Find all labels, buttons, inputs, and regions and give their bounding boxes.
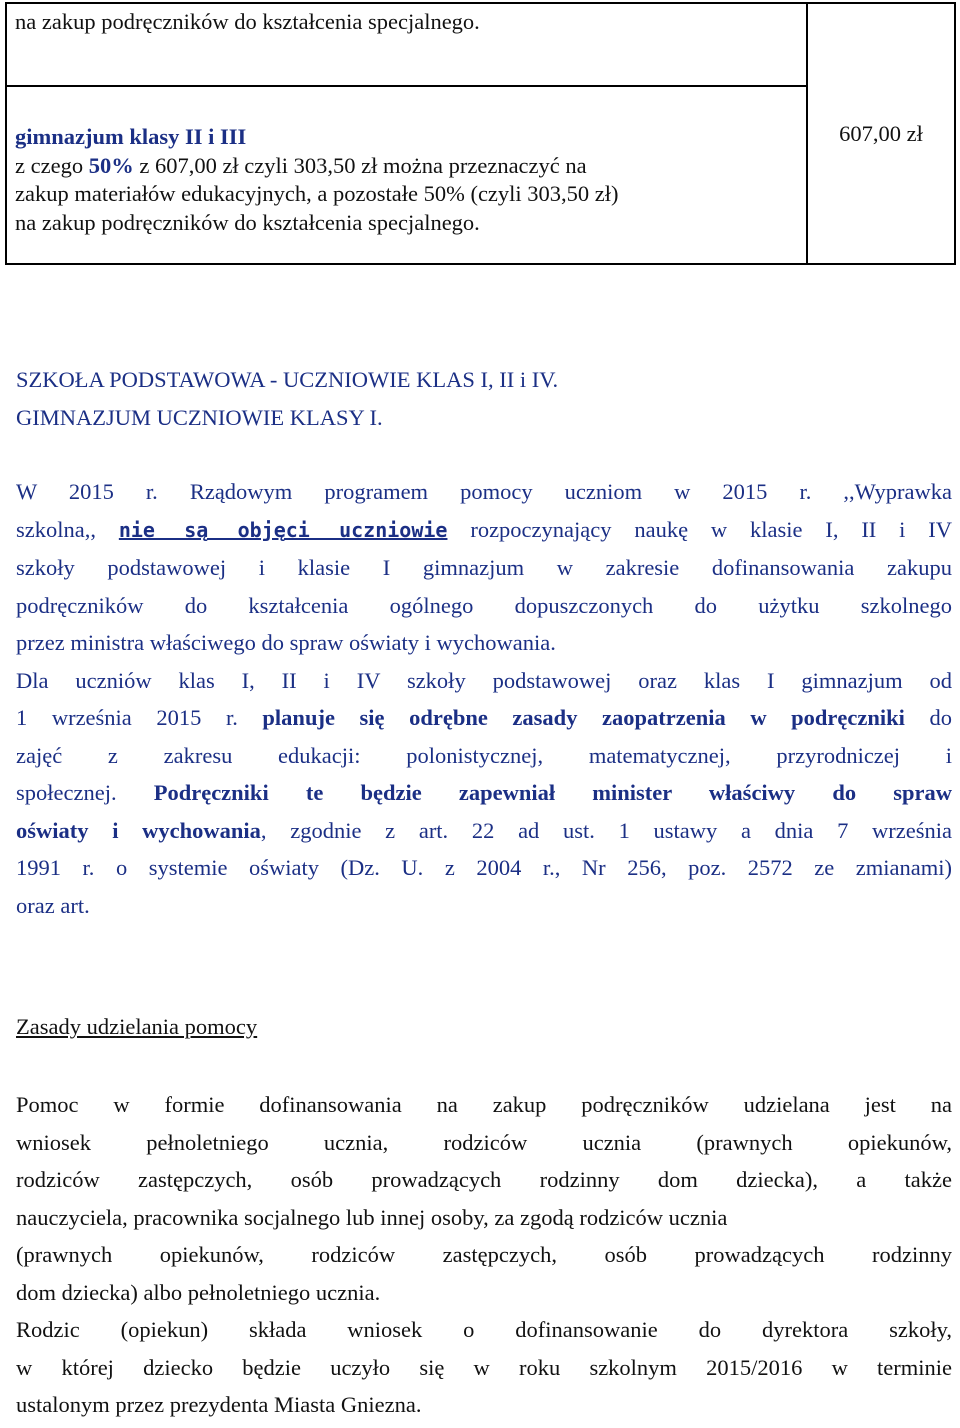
section-title-zasady: Zasady udzielania pomocy xyxy=(16,1014,258,1039)
gimnazjum-line3: zakup materiałów edukacyjnych, a pozostałe 50% (czyli 303,50 zł) xyxy=(15,181,619,206)
para1-line8: zajęć z zakresu edukacji: polonistycznej, matematycznej, przyrodniczej i xyxy=(16,742,952,768)
table-cell-description xyxy=(6,3,807,86)
para1-line9: społecznej. Podręczniki te będzie zapewniał minister właściwy do spraw xyxy=(16,780,952,805)
para2-line2: wniosek pełnoletniego ucznia, rodziców ucznia (prawnych opiekunów, xyxy=(16,1129,952,1155)
funding-table xyxy=(5,2,956,265)
para2-line7: Rodzic (opiekun) składa wniosek o dofinansowanie do dyrektora szkoły, xyxy=(16,1317,952,1342)
para2-line4: nauczyciela, pracownika socjalnego lub innej osoby, za zgodą rodziców ucznia xyxy=(16,1204,728,1230)
gimnazjum-line4: na zakup podręczników do kształcenia specjalnego. xyxy=(15,209,480,235)
para2-line3: rodziców zastępczych, osób prowadzących rodzinny dom dziecka), a także xyxy=(16,1167,952,1192)
para2-line1: Pomoc w formie dofinansowania na zakup podręczników udzielana jest na xyxy=(16,1092,952,1117)
para1-line3: szkoły podstawowej i klasie I gimnazjum w zakresie dofinansowania zakupu xyxy=(16,555,952,580)
para1-line11: 1991 r. o systemie oświaty (Dz. U. z 2004 r., Nr 256, poz. 2572 ze zmianami) xyxy=(16,855,952,880)
table-cell-amount xyxy=(807,3,955,264)
gimnazjum-line2: z czego 50% z 607,00 zł czyli 303,50 zł można przeznaczyć na xyxy=(15,152,587,178)
para2-line5: (prawnych opiekunów, rodziców zastępczych, osób prowadzących rodzinny xyxy=(16,1242,952,1267)
amount-value: 607,00 zł xyxy=(839,120,923,146)
para1-line5: przez ministra właściwego do spraw oświaty i wychowania. xyxy=(16,630,556,655)
para2-line6: dom dziecka) albo pełnoletniego ucznia. xyxy=(16,1279,381,1305)
para1-line2: szkolna,, nie są objęci uczniowie rozpoczynający naukę w klasie I, II i IV xyxy=(16,516,952,542)
para1-line10: oświaty i wychowania, zgodnie z art. 22 ad ust. 1 ustawy a dnia 7 września xyxy=(16,817,952,843)
para1-line12: oraz art. xyxy=(16,892,90,918)
paragraph-wyprawka xyxy=(16,473,952,924)
gimnazjum-heading: gimnazjum klasy II i III xyxy=(15,124,247,149)
para2-line8: w której dziecko będzie uczyło się w roku szkolnym 2015/2016 w terminie xyxy=(16,1354,952,1380)
heading-primary-school: SZKOŁA PODSTAWOWA - UCZNIOWIE KLAS I, II i IV. xyxy=(16,367,559,392)
table-row1-text: na zakup podręczników do kształcenia specjalnego. xyxy=(15,9,480,34)
paragraph-zasady xyxy=(16,1086,952,1424)
para1-line6: Dla uczniów klas I, II i IV szkoły podstawowej oraz klas I gimnazjum od xyxy=(16,667,952,693)
para2-line9: ustalonym przez prezydenta Miasta Gniezna. xyxy=(16,1392,422,1417)
table-cell-gimnazjum xyxy=(6,86,807,264)
para1-line1: W 2015 r. Rządowym programem pomocy uczniom w 2015 r. ,,Wyprawka xyxy=(16,479,952,504)
para1-line7: 1 września 2015 r. planuje się odrębne zasady zaopatrzenia w podręczniki do xyxy=(16,705,952,730)
para1-line4: podręczników do kształcenia ogólnego dopuszczonych do użytku szkolnego xyxy=(16,592,952,618)
heading-gimnazjum: GIMNAZJUM UCZNIOWIE KLASY I. xyxy=(16,405,383,430)
